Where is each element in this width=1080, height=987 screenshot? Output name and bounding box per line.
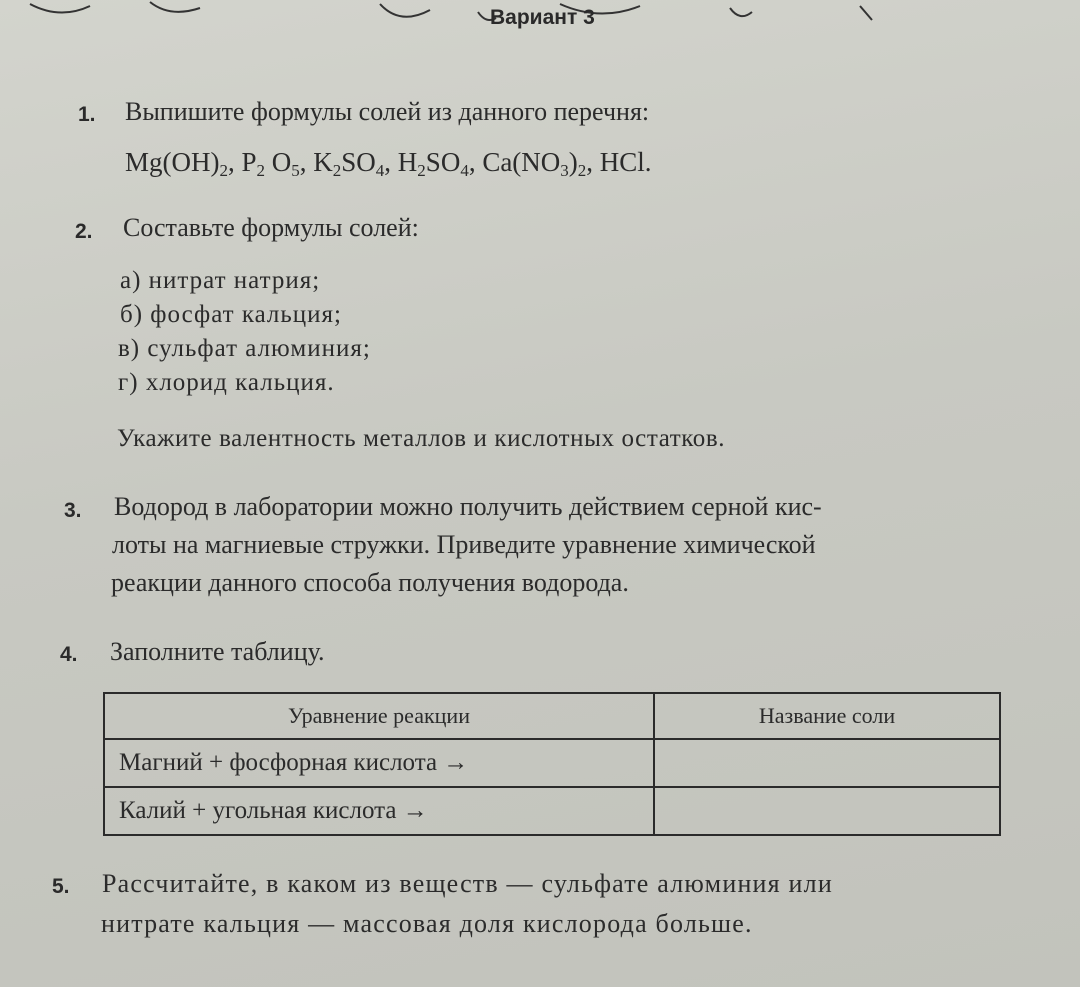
formula-sub: 3 [560,161,569,180]
q3-number: 3. [64,499,82,522]
formula-part: , Ca(NO [468,147,561,177]
formula-part: O [265,147,292,177]
table-header-row [104,693,1000,739]
formula-part: ) [568,147,578,177]
table-row [104,787,1000,835]
table-cell-equation: Магний + фосфорная кислота → [104,739,654,787]
q4-text: Заполните таблицу. [110,637,325,666]
formula-sub: 2 [417,161,426,180]
variant-title: Вариант 3 [490,6,595,29]
q3-line: реакции данного способа получения водорода. [111,568,629,597]
formula-part: SO [425,147,461,177]
q2-text: Составьте формулы солей: [123,213,419,242]
formula-part: SO [341,147,376,177]
formula-part: , K [299,147,333,177]
reaction-table [103,692,1001,836]
table-header-equation: Уравнение реакции [104,693,654,739]
formula-sub: 4 [460,161,469,180]
table-cell-salt [654,787,1000,835]
formula-sub: 2 [332,161,342,180]
formula-sub: 2 [577,161,587,180]
q2-number: 2. [75,220,93,243]
q1-text: Выпишите формулы солей из данного перечня: [125,97,650,126]
formula-sub: 5 [291,161,300,180]
q5-number: 5. [52,875,70,898]
q2-item: а) нитрат натрия; [120,267,321,294]
q2-item: г) хлорид кальция. [118,369,335,396]
q4-number: 4. [60,643,78,666]
q2-note: Укажите валентность металлов и кислотных остатков. [117,425,726,452]
formula-part: , H [384,147,418,177]
q1-number: 1. [78,103,96,126]
formula-sub: 4 [375,161,385,180]
table-cell-equation: Калий + угольная кислота → [104,787,654,835]
q1-formula-list [125,144,652,180]
q5-line: нитрате кальция — массовая доля кислорода больше. [101,909,753,938]
formula-sub: 2 [256,161,266,180]
q2-item: в) сульфат алюминия; [118,335,371,362]
table-row [104,739,1000,787]
q2-item: б) фосфат кальция; [120,301,343,328]
formula-part: , P [228,147,257,177]
q5-line: Рассчитайте, в каком из веществ — сульфате алюминия или [102,869,833,898]
table-header-salt: Название соли [654,693,1000,739]
formula-sub: 2 [219,161,228,180]
formula-part: , HCl. [586,147,652,177]
q3-line: Водород в лаборатории можно получить действием серной кис- [114,492,822,521]
table-cell-salt [654,739,1000,787]
q3-line: лоты на магниевые стружки. Приведите уравнение химической [112,530,816,559]
formula-part: Mg(OH) [125,147,220,177]
